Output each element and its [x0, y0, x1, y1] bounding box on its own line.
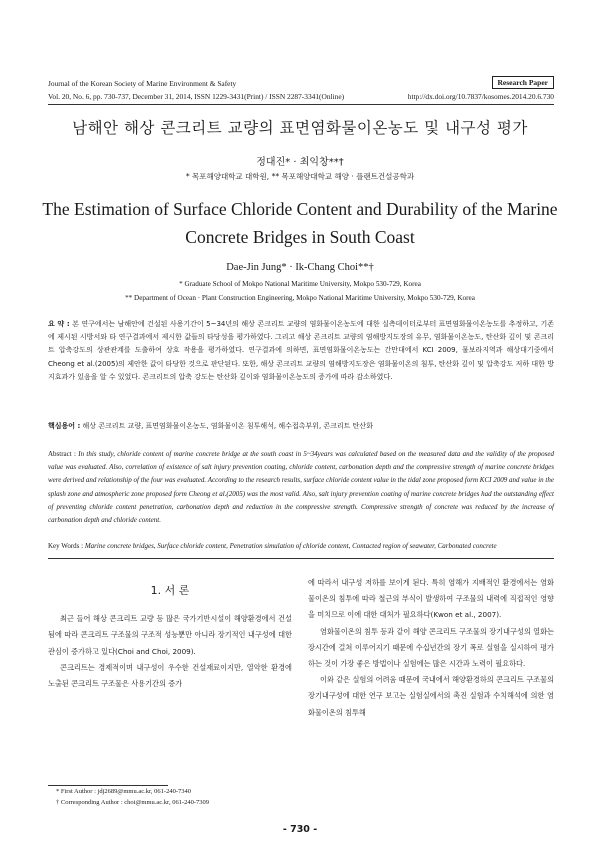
- journal-name: Journal of the Korean Society of Marine Environment & Safety: [48, 79, 237, 88]
- volume-issn-line: Vol. 20, No. 6, pp. 730-737, December 31, 2014, ISSN 1229-3431(Print) / ISSN 2287-3341(Online): [48, 92, 345, 101]
- english-authors: Dae-Jin Jung* · Ik-Chang Choi**†: [226, 262, 374, 273]
- korean-keywords-text: 해상 콘크리트 교량, 표면염화물이온농도, 염화물이온 침투해석, 해수접촉부위, 콘크리트 탄산화: [82, 422, 373, 430]
- english-keywords: [48, 540, 554, 552]
- body-paragraph: 이와 같은 실험의 어려움 때문에 국내에서 해양환경하의 콘크리트 구조물의 장기내구성에 대한 연구 보고는 실험실에서의 촉진 실험과 수치해석에 의한 염화물이온의 침투해: [308, 675, 554, 717]
- footnote-divider: [48, 785, 168, 786]
- body-paragraph: 최근 들어 해상 콘크리트 교량 등 많은 국가기반시설이 해양환경에서 건설됨에 따라 콘크리트 구조물의 구조적 성능뿐만 아니라 장기적인 내구성에 대한 관심이 증가하고 있다(Choi and Choi, 2009).: [48, 614, 292, 656]
- body-paragraph: 콘크리트는 경제적이며 내구성이 우수한 건설재료이지만, 열악한 환경에 노출된 콘크리트 구조물은 사용기간의 증가: [48, 662, 292, 689]
- english-keywords-label: Key Words :: [48, 542, 84, 550]
- korean-abstract: [48, 318, 554, 384]
- english-abstract-label: Abstract :: [48, 450, 76, 458]
- english-title: The Estimation of Surface Chloride Content and Durability of the Marine Concrete Bridges in South Coast: [42, 199, 558, 247]
- first-author-footnote: * First Author : jdj2689@mmu.ac.kr, 061-240-7340: [56, 788, 191, 795]
- body-paragraph: 에 따라서 내구성 저하를 보이게 된다. 특히 염해가 지배적인 환경에서는 염화물이온의 침투에 따라 철근의 부식이 발생하여 구조물의 내력에 직접적인 영향을 미치므로 이에 대한 대처가 필요하다(Kwon et al., 2007).: [308, 578, 554, 620]
- abstract-divider: [48, 558, 554, 559]
- english-affiliation-2: ** Department of Ocean · Plant Construction Engineering, Mokpo National Maritime University, Mokpo 530-729, Korea: [125, 294, 475, 302]
- korean-affiliation: * 목포해양대학교 대학원, ** 목포해양대학교 해양 · 플랜트건설공학과: [185, 172, 415, 181]
- english-abstract-text: In this study, chloride content of marine concrete bridge at the south coast in 5~34years was calculated based on the measured data and the validity of the proposed value was evaluated. Also, correlation of existence of salt injury prevention coating, chloride content, carbonation depth and the compressive strength of marine concrete bridges were derived and relationship of the four was evaluated. According to the research results, surface chloride content value in the tidal zone proposed form KCI 2009 and value in the splash zone and atmospheric zone proposed form Cheong et al.(2005) was the most valid. Also, salt injury prevention coating of marine concrete bridges had the outstanding effect of preventing chloride content penetration, carbonation depth and reduction in the compressive strength. Compressive strength of concrete was reduced by the increase of carbonation depth and chloride content.: [48, 450, 554, 525]
- doi-link[interactable]: http://dx.doi.org/10.7837/kosomes.2014.20.6.730: [407, 92, 554, 101]
- header-divider: [48, 104, 554, 105]
- korean-keywords-label: 핵심용어 :: [48, 422, 81, 430]
- english-keywords-text: Marine concrete bridges, Surface chloride content, Penetration simulation of chloride content, Contacted region of seawater, Carbonated concrete: [84, 542, 497, 550]
- page-number: - 730 -: [282, 824, 318, 835]
- korean-title: 남해안 해상 콘크리트 교량의 표면염화물이온농도 및 내구성 평가: [72, 119, 528, 137]
- section-heading: 1. 서 론: [150, 584, 190, 597]
- corresponding-author-footnote: † Corresponding Author : choi@mmu.ac.kr, 061-240-7309: [56, 799, 210, 806]
- korean-authors: 정대진* · 최익창**†: [256, 157, 344, 168]
- body-right-column: [308, 575, 554, 721]
- english-affiliation-1: * Graduate School of Mokpo National Maritime University, Mokpo 530-729, Korea: [179, 280, 421, 288]
- english-abstract: [48, 448, 554, 527]
- korean-abstract-label: 요 약 :: [48, 320, 70, 328]
- body-paragraph: 염화물이온의 침투 등과 같이 해양 콘크리트 구조물의 장기내구성의 열화는 장시간에 걸쳐 이루어지기 때문에 수십년간의 장기 폭로 실험을 실시하여 평가하는 것이 가장 좋은 방법이나 실험에는 많은 시간과 노력이 필요하다.: [308, 626, 554, 669]
- research-paper-badge: Research Paper: [492, 76, 554, 89]
- korean-keywords: [48, 420, 554, 432]
- korean-abstract-text: 본 연구에서는 남해안에 건설된 사용기간이 5~34년의 해상 콘크리트 교량의 염화물이온농도에 대한 실측데이터로부터 표면염화물이온농도를 추정하고, 기존에 제시된 시방서와 타 연구결과에서 제시한 값들의 타당성을 평가하였다. 그리고 해상 콘크리트 교량의 염해방지도장의 유무, 염화물이온농도, 탄산화 깊이 및 콘크리트 압축강도의 상관관계를 도출하여 상호 작용을 평가하였다. 연구결과에 의하면, 표면염화물이온농도는 간만대에서 KCI 2009, 물보라지역과 해상대기중에서 Cheong et al.(2005)의 제안한 값이 타당한 것으로 판단된다. 또한, 해상 콘크리트 교량의 염해방지도장은 염화물이온의 침투, 탄산화 깊이 및 압축강도 저하 대한 방지효과가 있음을 알 수 있었다. 콘크리트의 압축 강도는 탄산화 깊이와 염화물이온농도의 증가에 따라 감소하였다.: [48, 320, 555, 381]
- body-left-column: [48, 575, 292, 692]
